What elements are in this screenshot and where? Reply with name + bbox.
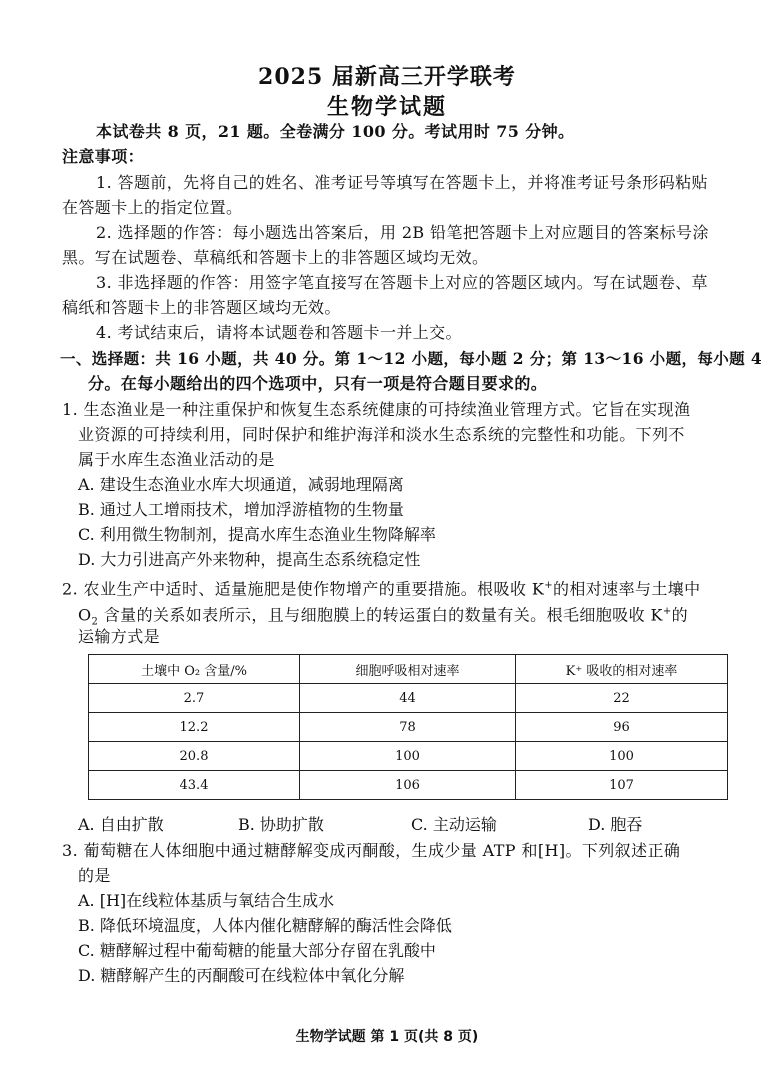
table-cell: 100	[516, 742, 728, 771]
question-2-option-d: D. 胞吞	[588, 815, 643, 834]
section-instructions: 分。在每小题给出的四个选项中，只有一项是符合题目要求的。	[88, 374, 548, 393]
table-cell: 106	[300, 771, 516, 800]
question-1-option-b: B. 通过人工增雨技术，增加浮游植物的生物量	[78, 500, 404, 519]
note-line: 2. 选择题的作答：每小题选出答案后，用 2B 铅笔把答题卡上对应题目的答案标号涂	[96, 223, 709, 242]
question-2-text: 2. 农业生产中适时、适量施肥是使作物增产的重要措施。根吸收 K+的相对速率与土壤中	[62, 579, 701, 599]
note-line: 黑。写在试题卷、草稿纸和答题卡上的非答题区域均无效。	[62, 248, 489, 267]
table-cell: 43.4	[89, 771, 300, 800]
question-3-option-b: B. 降低环境温度，人体内催化糖酵解的酶活性会降低	[78, 916, 452, 935]
table-row	[89, 742, 728, 771]
table-header: 细胞呼吸相对速率	[300, 655, 516, 684]
question-1-option-d: D. 大力引进高产外来物种，提高生态系统稳定性	[78, 550, 421, 569]
table-cell: 96	[516, 713, 728, 742]
table-cell: 2.7	[89, 684, 300, 713]
question-3-text: 3. 葡萄糖在人体细胞中通过糖酵解变成丙酮酸，生成少量 ATP 和[H]。下列叙述正确	[62, 841, 681, 860]
question-1-option-a: A. 建设生态渔业水库大坝通道，减弱地理隔离	[78, 475, 404, 494]
table-cell: 20.8	[89, 742, 300, 771]
note-line: 在答题卡上的指定位置。	[62, 198, 243, 217]
table-cell: 12.2	[89, 713, 300, 742]
table-cell: 44	[300, 684, 516, 713]
question-1-text: 1. 生态渔业是一种注重保护和恢复生态系统健康的可持续渔业管理方式。它旨在实现渔	[62, 400, 691, 419]
question-2-table	[88, 654, 728, 800]
question-3-option-a: A. [H]在线粒体基质与氧结合生成水	[78, 891, 335, 910]
question-2-text: 运输方式是	[78, 627, 161, 646]
note-line: 3. 非选择题的作答：用签字笔直接写在答题卡上对应的答题区域内。写在试题卷、草	[96, 273, 708, 292]
table-header: 土壤中 O₂ 含量/%	[89, 655, 300, 684]
exam-title: 2025 届新高三开学联考	[258, 64, 516, 90]
exam-info: 本试卷共 8 页，21 题。全卷满分 100 分。考试用时 75 分钟。	[96, 122, 575, 141]
question-3-text: 的是	[78, 866, 111, 885]
table-row	[89, 684, 728, 713]
section-heading: 一、选择题：共 16 小题，共 40 分。第 1～12 小题，每小题 2 分；第 13～16 小题，每小题 4	[60, 349, 763, 368]
question-1-text: 属于水库生态渔业活动的是	[78, 450, 275, 469]
table-header: K⁺ 吸收的相对速率	[516, 655, 728, 684]
table-cell: 22	[516, 684, 728, 713]
notes-heading: 注意事项：	[62, 147, 145, 166]
table-header-row	[89, 655, 728, 684]
table-row	[89, 713, 728, 742]
note-line: 稿纸和答题卡上的非答题区域均无效。	[62, 298, 341, 317]
question-2-option-a: A. 自由扩散	[78, 815, 164, 834]
question-2-text: $O_2$ 含量的关系如表所示，且与细胞膜上的转运蛋白的数量有关。根毛细胞吸收 K+的	[78, 605, 689, 628]
note-line: 4. 考试结束后，请将本试题卷和答题卡一并上交。	[96, 323, 462, 342]
table-cell: 107	[516, 771, 728, 800]
table-cell: 100	[300, 742, 516, 771]
exam-subject: 生物学试题	[326, 94, 447, 120]
question-3-option-c: C. 糖酵解过程中葡萄糖的能量大部分存留在乳酸中	[78, 941, 436, 960]
note-line: 1. 答题前，先将自己的姓名、准考证号等填写在答题卡上，并将准考证号条形码粘贴	[96, 173, 708, 192]
question-1-option-c: C. 利用微生物制剂，提高水库生态渔业生物降解率	[78, 525, 436, 544]
question-2-option-b: B. 协助扩散	[238, 815, 324, 834]
table-row	[89, 771, 728, 800]
question-2-option-c: C. 主动运输	[411, 815, 497, 834]
question-3-option-d: D. 糖酵解产生的丙酮酸可在线粒体中氧化分解	[78, 966, 405, 985]
table-cell: 78	[300, 713, 516, 742]
page-footer: 生物学试题 第 1 页(共 8 页)	[295, 1029, 479, 1045]
question-1-text: 业资源的可持续利用，同时保护和维护海洋和淡水生态系统的完整性和功能。下列不	[78, 425, 685, 444]
